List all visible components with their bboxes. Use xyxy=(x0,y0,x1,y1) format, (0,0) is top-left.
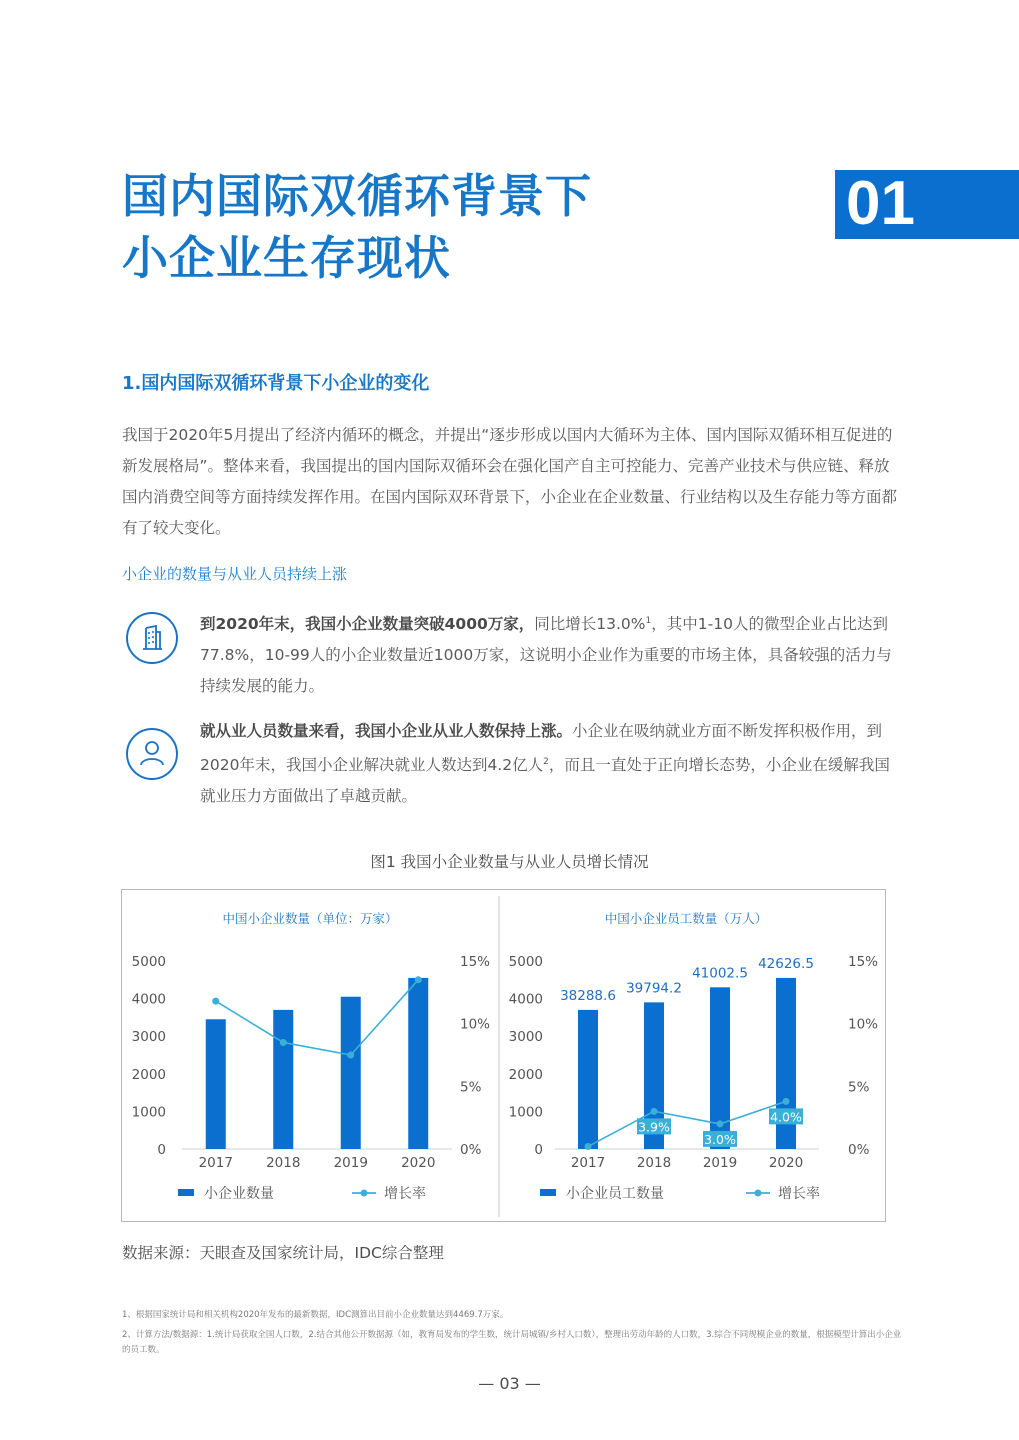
x-tick-label: 2017 xyxy=(198,1155,233,1171)
y-right-tick-label: 5% xyxy=(460,1079,482,1096)
page-title xyxy=(122,165,592,289)
legend-line-marker xyxy=(755,1190,762,1197)
figure-caption: 图1 我国小企业数量与从业人员增长情况 xyxy=(370,853,649,871)
legend-line-label: 增长率 xyxy=(778,1186,820,1202)
growth-point xyxy=(585,1143,592,1150)
legend-bar-label: 小企业数量 xyxy=(204,1186,274,1202)
footnote-2: 2、计算方法/数据源：1.统计局获取全国人口数，2.结合其他公开数据源（如，教育局发布的学生数，统计局城镇/乡村人口数），整理出劳动年龄的人口数，3.综合不同规模企业的数量，根据模型计算出小企业的员工数。 xyxy=(122,1330,902,1355)
chapter-number: 01 xyxy=(846,169,915,238)
bar xyxy=(273,1010,293,1149)
legend-bar-label: 小企业员工数量 xyxy=(566,1186,664,1202)
data-source: 数据来源：天眼查及国家统计局，IDC综合整理 xyxy=(122,1244,444,1262)
legend-line-label: 增长率 xyxy=(384,1186,426,1202)
point-2-text: 小企业在吸纳就业方面不断发挥积极作用，到2020年末，我国小企业解决就业人数达到4.2亿人 xyxy=(200,722,883,775)
bar xyxy=(578,1010,598,1149)
x-tick-label: 2018 xyxy=(636,1155,672,1171)
y-left-tick-label: 2000 xyxy=(131,1066,166,1083)
chart-title: 中国小企业员工数量（万人） xyxy=(604,911,768,926)
point-2 xyxy=(200,716,900,812)
y-left-tick-label: 4000 xyxy=(508,991,543,1008)
bar-data-label: 38288.6 xyxy=(560,987,616,1004)
legend-bar-swatch xyxy=(540,1189,556,1196)
growth-point xyxy=(783,1098,790,1105)
bar-data-label: 41002.5 xyxy=(692,965,748,982)
y-left-tick-label: 0 xyxy=(157,1142,166,1158)
footnote-ref-1: 1 xyxy=(645,616,652,626)
y-left-tick-label: 5000 xyxy=(131,954,166,970)
line-data-label: 4.0% xyxy=(770,1109,802,1125)
y-right-tick-label: 15% xyxy=(460,954,491,970)
bar-data-label: 39794.2 xyxy=(626,980,682,997)
bar xyxy=(206,1019,226,1149)
title-line-2: 小企业生存现状 xyxy=(122,231,451,285)
line-data-label: 3.0% xyxy=(704,1131,736,1147)
person-icon-glyph xyxy=(128,730,176,778)
point-2-text-cont: ，而且一直处于正向增长态势，小企业在缓解我国就业压力方面做出了卓越贡献。 xyxy=(200,756,890,806)
point-2-bold: 就从业人员数量来看，我国小企业从业人数保持上涨。 xyxy=(200,722,573,740)
growth-point xyxy=(347,1052,354,1059)
building-icon-glyph xyxy=(128,614,176,662)
y-left-tick-label: 0 xyxy=(534,1142,543,1158)
x-tick-label: 2017 xyxy=(570,1155,606,1171)
growth-point xyxy=(651,1108,658,1115)
y-left-tick-label: 1000 xyxy=(131,1104,166,1121)
bar-data-label: 42626.5 xyxy=(758,955,814,972)
growth-point xyxy=(212,998,219,1005)
x-tick-label: 2018 xyxy=(266,1155,301,1171)
growth-line xyxy=(588,1101,786,1146)
y-right-tick-label: 0% xyxy=(848,1142,870,1158)
y-left-tick-label: 2000 xyxy=(508,1066,543,1083)
point-1 xyxy=(200,606,900,702)
x-tick-label: 2020 xyxy=(768,1155,804,1171)
building-icon xyxy=(126,612,178,664)
point-1-text-cont: ，其中1-10人的微型企业占比达到77.8%，10-99人的小企业数量近1000万家，这说明小企业作为重要的市场主体，具备较强的活力与持续发展的能力。 xyxy=(200,615,892,696)
x-tick-label: 2020 xyxy=(401,1155,436,1171)
y-left-tick-label: 5000 xyxy=(508,954,543,970)
charts-svg xyxy=(122,890,885,1221)
y-right-tick-label: 10% xyxy=(848,1016,879,1033)
y-right-tick-label: 10% xyxy=(460,1016,491,1033)
page-number: — 03 — xyxy=(478,1374,541,1393)
chart-frame xyxy=(121,889,886,1222)
y-right-tick-label: 5% xyxy=(848,1079,870,1096)
footnote-1: 1、根据国家统计局和相关机构2020年发布的最新数据，IDC测算出目前小企业数量达到4469.7万家。 xyxy=(122,1310,509,1320)
intro-paragraph: 我国于2020年5月提出了经济内循环的概念，并提出“逐步形成以国内大循环为主体、国内国际双循环相互促进的新发展格局”。整体来看，我国提出的国内国际双循环会在强化国产自主可控能力、完善产业技术与供应链、释放国内消费空间等方面持续发挥作用。在国内国际双环背景下，小企业在企业数量、行业结构以及生存能力等方面都有了较大变化。 xyxy=(122,426,898,537)
line-data-label: 3.9% xyxy=(638,1119,670,1135)
section-title: 1.国内国际双循环背景下小企业的变化 xyxy=(122,373,430,394)
title-line-1: 国内国际双循环背景下 xyxy=(122,169,592,223)
y-right-tick-label: 0% xyxy=(460,1142,482,1158)
legend-line-marker xyxy=(361,1190,368,1197)
footnote-ref-2: 2 xyxy=(543,757,549,767)
chart-title: 中国小企业数量（单位：万家） xyxy=(222,911,398,926)
growth-point xyxy=(280,1039,287,1046)
y-left-tick-label: 3000 xyxy=(131,1029,166,1046)
y-left-tick-label: 1000 xyxy=(508,1104,543,1121)
growth-point xyxy=(415,976,422,983)
point-1-text: 同比增长13.0% xyxy=(534,615,646,634)
y-left-tick-label: 4000 xyxy=(131,991,166,1008)
x-tick-label: 2019 xyxy=(333,1155,368,1171)
y-right-tick-label: 15% xyxy=(848,954,879,970)
legend-bar-swatch xyxy=(178,1189,194,1196)
growth-line xyxy=(216,980,419,1055)
bar xyxy=(341,997,361,1149)
y-left-tick-label: 3000 xyxy=(508,1029,543,1046)
subheading: 小企业的数量与从业人员持续上涨 xyxy=(122,565,348,583)
person-icon xyxy=(126,728,178,780)
x-tick-label: 2019 xyxy=(702,1155,738,1171)
growth-point xyxy=(717,1120,724,1127)
point-1-bold: 到2020年末，我国小企业数量突破4000万家， xyxy=(200,615,535,634)
bar xyxy=(408,978,428,1149)
